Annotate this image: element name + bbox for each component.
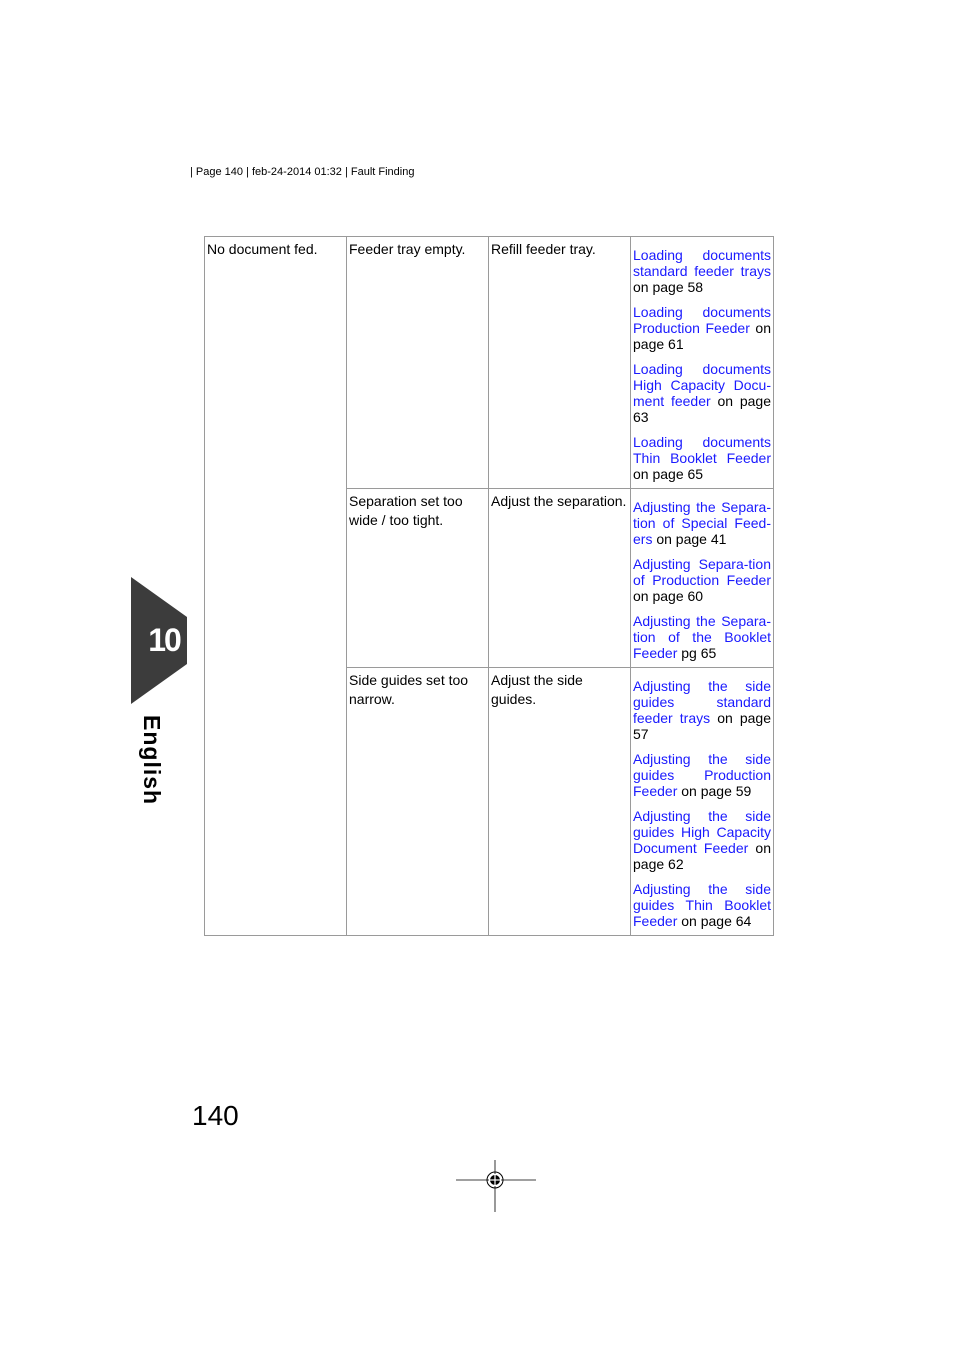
reference-page: on page 59 — [681, 783, 752, 799]
reference-link[interactable]: Adjusting the side guides Production Feeder — [633, 751, 771, 799]
chapter-number: 10 — [148, 622, 180, 658]
reference-link[interactable]: Adjusting the side guides High Capacity Document Feeder — [633, 808, 771, 856]
solution-cell: Adjust the side guides. — [489, 668, 631, 936]
reference-page: on page 57 — [633, 710, 771, 742]
page-header: | Page 140 | feb-24-2014 01:32 | Fault Finding — [190, 166, 415, 178]
reference-page: pg 65 — [681, 645, 717, 661]
reference-link[interactable]: Loading documents Thin Booklet Feeder — [633, 434, 771, 466]
reference-page: on page 58 — [633, 279, 704, 295]
reference-item — [633, 304, 771, 352]
reference-cell — [631, 237, 774, 489]
reference-link[interactable]: Loading documents High Capacity Docu-ment feeder — [633, 361, 771, 409]
reference-item — [633, 361, 771, 425]
reference-item — [633, 499, 771, 547]
reference-item — [633, 247, 771, 295]
reference-item — [633, 751, 771, 799]
reference-page: on page 64 — [681, 913, 752, 929]
reference-page: on page 65 — [633, 466, 704, 482]
reference-item — [633, 678, 771, 742]
reference-link[interactable]: Adjusting the Separa-tion of the Booklet Feeder — [633, 613, 771, 661]
reference-link[interactable]: Adjusting the Separa-tion of Special Feed-ers — [633, 499, 771, 547]
solution-cell: Refill feeder tray. — [489, 237, 631, 489]
reference-item — [633, 556, 771, 604]
cause-cell: Separation set too wide / too tight. — [347, 489, 489, 668]
registration-mark-icon — [456, 1160, 536, 1212]
reference-item — [633, 434, 771, 482]
reference-link[interactable]: Loading documents Production Feeder — [633, 304, 771, 336]
fault-finding-table — [204, 236, 774, 936]
reference-page: on page 62 — [633, 840, 771, 872]
reference-page: on page 63 — [633, 393, 772, 425]
reference-cell — [631, 489, 774, 668]
reference-page: on page 41 — [656, 531, 727, 547]
cause-cell: Feeder tray empty. — [347, 237, 489, 489]
page-number: 140 — [192, 1100, 239, 1131]
language-label: English — [139, 715, 165, 806]
reference-item — [633, 613, 771, 661]
reference-cell — [631, 668, 774, 936]
reference-page: on page 60 — [633, 588, 704, 604]
reference-link[interactable]: Adjusting Separa-tion of Production Feeder — [633, 556, 771, 588]
table-row — [205, 237, 774, 489]
reference-page: on page 61 — [633, 320, 771, 352]
problem-cell: No document fed. — [205, 237, 347, 936]
reference-item — [633, 808, 771, 872]
reference-item — [633, 881, 771, 929]
cause-cell: Side guides set too narrow. — [347, 668, 489, 936]
reference-link[interactable]: Adjusting the side guides standard feeder trays — [633, 678, 771, 726]
reference-link[interactable]: Loading documents standard feeder trays — [633, 247, 771, 279]
solution-cell: Adjust the separation. — [489, 489, 631, 668]
reference-link[interactable]: Adjusting the side guides Thin Booklet Feeder — [633, 881, 771, 929]
